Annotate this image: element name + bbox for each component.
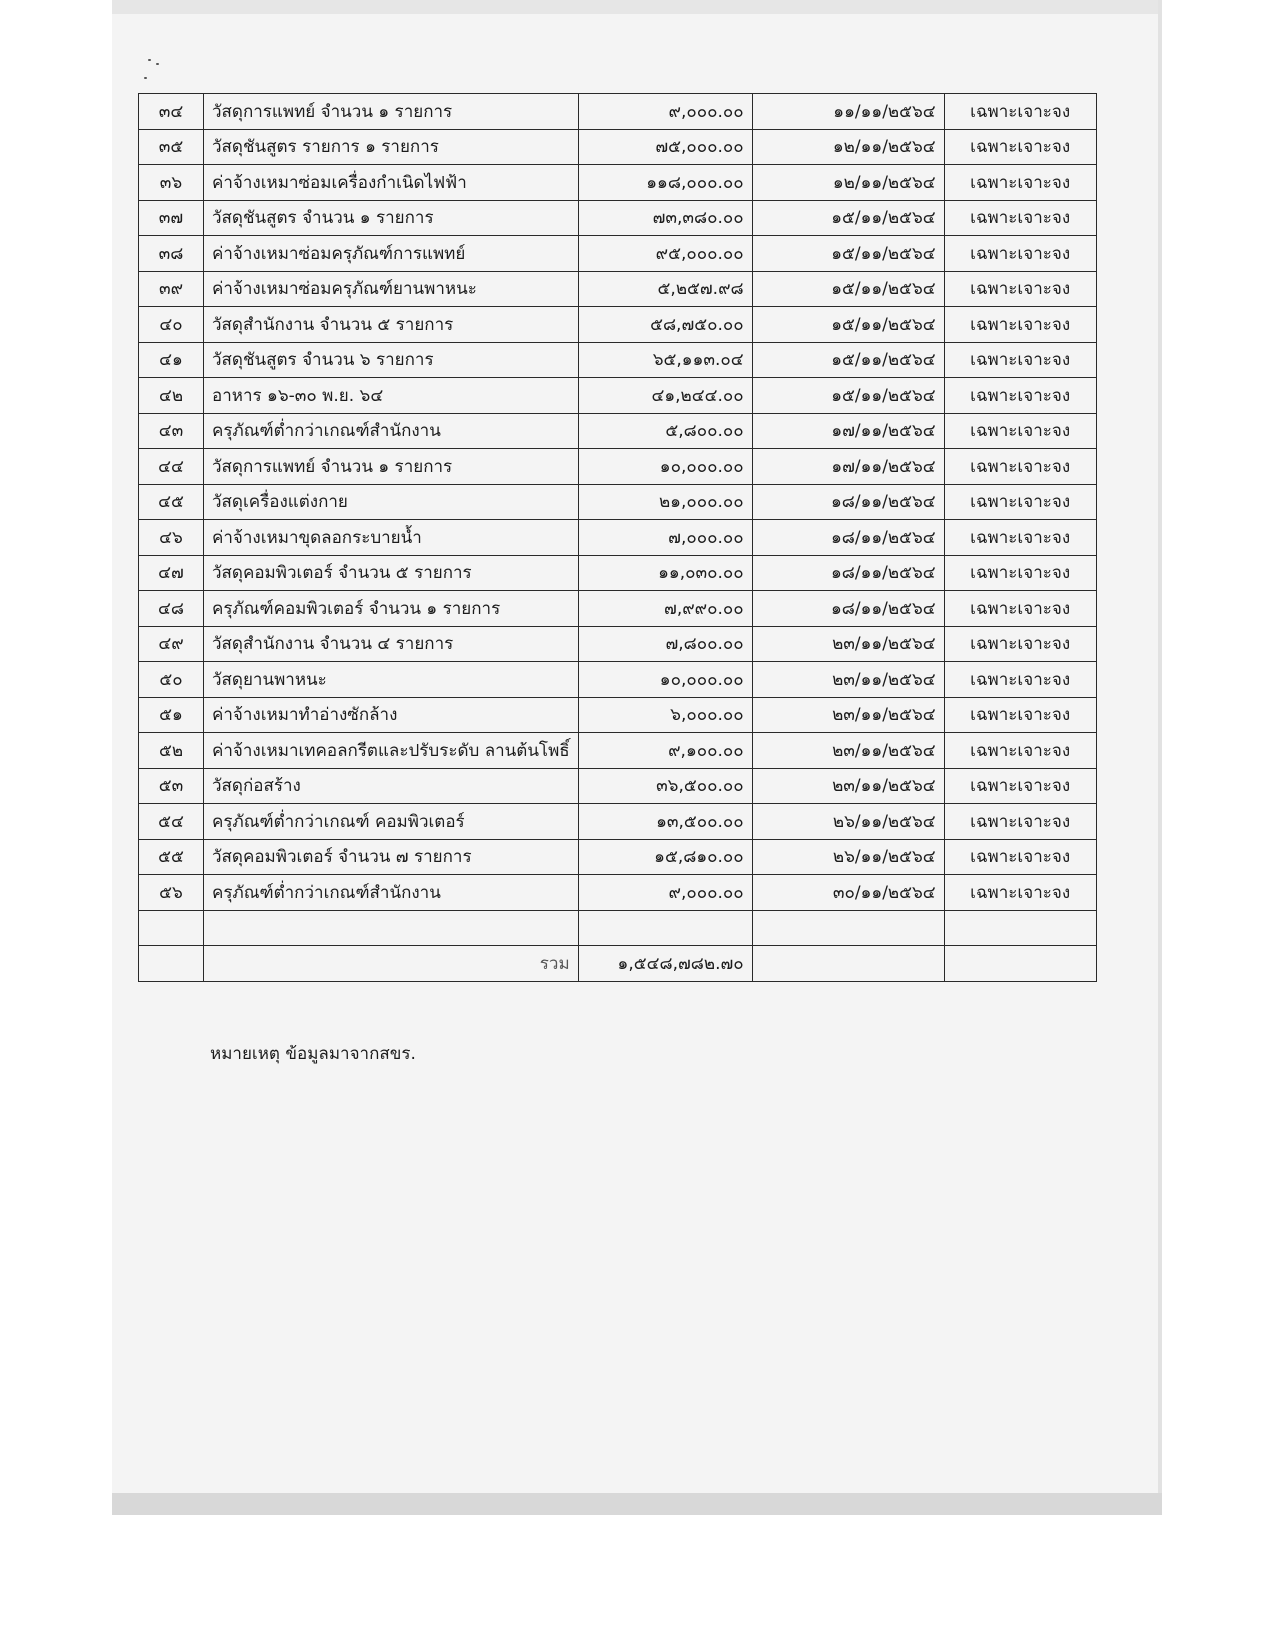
cell-amount: ๑๐,๐๐๐.๐๐ [578,662,752,698]
scan-top-edge [112,0,1162,14]
cell-item: วัสดุการแพทย์ จำนวน ๑ รายการ [204,449,579,485]
cell-amount: ๖,๐๐๐.๐๐ [578,697,752,733]
cell-amount: ๕๘,๗๕๐.๐๐ [578,307,752,343]
cell-item: ครุภัณฑ์ต่ำกว่าเกณฑ์ คอมพิวเตอร์ [204,804,579,840]
cell-amount: ๑๐,๐๐๐.๐๐ [578,449,752,485]
cell-date: ๑๕/๑๑/๒๕๖๔ [752,307,944,343]
table-row [139,413,1097,449]
cell-amount: ๕,๒๕๗.๙๘ [578,271,752,307]
cell-amount: ๑๕,๘๑๐.๐๐ [578,839,752,875]
table-row [139,165,1097,201]
cell-item: ค่าจ้างเหมาเทคอลกรีตและปรับระดับ ลานต้นโพธิ์ [204,733,579,769]
cell-method: เฉพาะเจาะจง [944,236,1096,272]
procurement-rows [139,94,1097,911]
table-row [139,129,1097,165]
cell-date: ๒๖/๑๑/๒๕๖๔ [752,804,944,840]
cell-date: ๑๕/๑๑/๒๕๖๔ [752,378,944,414]
scan-bottom-edge [112,1493,1162,1515]
cell-date: ๑๑/๑๑/๒๕๖๔ [752,94,944,130]
cell-number: ๔๗ [139,555,204,591]
cell-method: เฉพาะเจาะจง [944,591,1096,627]
table-row [139,697,1097,733]
cell-date: ๑๘/๑๑/๒๕๖๔ [752,555,944,591]
cell-method: เฉพาะเจาะจง [944,271,1096,307]
cell-item: ครุภัณฑ์คอมพิวเตอร์ จำนวน ๑ รายการ [204,591,579,627]
cell-date: ๒๓/๑๑/๒๕๖๔ [752,626,944,662]
cell-item: ค่าจ้างเหมาขุดลอกระบายน้ำ [204,520,579,556]
cell-amount: ๗๕,๐๐๐.๐๐ [578,129,752,165]
cell-number: ๔๔ [139,449,204,485]
cell-item: ค่าจ้างเหมาทำอ่างซักล้าง [204,697,579,733]
cell-item: ครุภัณฑ์ต่ำกว่าเกณฑ์สำนักงาน [204,875,579,911]
footnote: หมายเหตุ ข้อมูลมาจากสขร. [210,1044,416,1064]
cell-empty [204,910,579,946]
cell-number: ๕๐ [139,662,204,698]
table-row [139,839,1097,875]
cell-item: อาหาร ๑๖-๓๐ พ.ย. ๖๔ [204,378,579,414]
cell-number: ๓๗ [139,200,204,236]
cell-number: ๔๘ [139,591,204,627]
cell-date: ๑๘/๑๑/๒๕๖๔ [752,484,944,520]
cell-method: เฉพาะเจาะจง [944,697,1096,733]
cell-date: ๑๗/๑๑/๒๕๖๔ [752,449,944,485]
cell-method: เฉพาะเจาะจง [944,626,1096,662]
table-row [139,591,1097,627]
total-amount: ๑,๕๔๘,๗๘๒.๗๐ [578,946,752,982]
cell-number: ๔๓ [139,413,204,449]
empty-row [139,910,1097,946]
cell-number: ๕๖ [139,875,204,911]
cell-method: เฉพาะเจาะจง [944,129,1096,165]
cell-method: เฉพาะเจาะจง [944,804,1096,840]
cell-number: ๓๖ [139,165,204,201]
cell-number: ๕๑ [139,697,204,733]
scan-right-edge [1158,0,1162,1515]
cell-date: ๑๘/๑๑/๒๕๖๔ [752,591,944,627]
table-row [139,662,1097,698]
cell-method: เฉพาะเจาะจง [944,484,1096,520]
table-row [139,342,1097,378]
table-row [139,733,1097,769]
cell-number: ๔๙ [139,626,204,662]
cell-empty [944,946,1096,982]
cell-date: ๑๕/๑๑/๒๕๖๔ [752,200,944,236]
cell-method: เฉพาะเจาะจง [944,342,1096,378]
total-row [139,946,1097,982]
cell-item: วัสดุก่อสร้าง [204,768,579,804]
cell-item: ค่าจ้างเหมาซ่อมครุภัณฑ์การแพทย์ [204,236,579,272]
cell-date: ๑๗/๑๑/๒๕๖๔ [752,413,944,449]
table-row [139,555,1097,591]
cell-date: ๑๘/๑๑/๒๕๖๔ [752,520,944,556]
table-row [139,768,1097,804]
cell-amount: ๕,๘๐๐.๐๐ [578,413,752,449]
cell-date: ๒๓/๑๑/๒๕๖๔ [752,662,944,698]
cell-empty [752,910,944,946]
table-row [139,520,1097,556]
cell-method: เฉพาะเจาะจง [944,662,1096,698]
table-row [139,236,1097,272]
table-row [139,626,1097,662]
table-row [139,271,1097,307]
cell-empty [578,910,752,946]
cell-method: เฉพาะเจาะจง [944,307,1096,343]
cell-empty [752,946,944,982]
table-row [139,875,1097,911]
cell-date: ๒๓/๑๑/๒๕๖๔ [752,768,944,804]
table-row [139,484,1097,520]
cell-number: ๓๕ [139,129,204,165]
cell-item: วัสดุชันสูตร รายการ ๑ รายการ [204,129,579,165]
cell-number: ๓๔ [139,94,204,130]
cell-item: วัสดุยานพาหนะ [204,662,579,698]
cell-method: เฉพาะเจาะจง [944,555,1096,591]
cell-item: วัสดุการแพทย์ จำนวน ๑ รายการ [204,94,579,130]
table-row [139,804,1097,840]
cell-item: ค่าจ้างเหมาซ่อมเครื่องกำเนิดไฟฟ้า [204,165,579,201]
cell-amount: ๗,๘๐๐.๐๐ [578,626,752,662]
cell-number: ๕๔ [139,804,204,840]
cell-number: ๕๓ [139,768,204,804]
cell-number: ๔๒ [139,378,204,414]
scan-specks [142,55,182,95]
cell-amount: ๙๕,๐๐๐.๐๐ [578,236,752,272]
cell-item: วัสดุสำนักงาน จำนวน ๕ รายการ [204,307,579,343]
cell-number: ๓๘ [139,236,204,272]
cell-date: ๓๐/๑๑/๒๕๖๔ [752,875,944,911]
cell-number: ๕๒ [139,733,204,769]
cell-amount: ๙,๐๐๐.๐๐ [578,94,752,130]
cell-number: ๔๖ [139,520,204,556]
cell-number: ๕๕ [139,839,204,875]
cell-amount: ๔๑,๒๔๔.๐๐ [578,378,752,414]
cell-amount: ๑๑,๐๓๐.๐๐ [578,555,752,591]
cell-date: ๑๕/๑๑/๒๕๖๔ [752,342,944,378]
cell-method: เฉพาะเจาะจง [944,94,1096,130]
cell-method: เฉพาะเจาะจง [944,378,1096,414]
cell-date: ๑๒/๑๑/๒๕๖๔ [752,129,944,165]
cell-date: ๒๓/๑๑/๒๕๖๔ [752,697,944,733]
cell-empty [139,946,204,982]
cell-method: เฉพาะเจาะจง [944,520,1096,556]
table-footer [139,910,1097,981]
cell-number: ๔๐ [139,307,204,343]
cell-method: เฉพาะเจาะจง [944,839,1096,875]
cell-amount: ๓๖,๕๐๐.๐๐ [578,768,752,804]
cell-method: เฉพาะเจาะจง [944,768,1096,804]
cell-item: วัสดุเครื่องแต่งกาย [204,484,579,520]
cell-amount: ๑๓,๕๐๐.๐๐ [578,804,752,840]
cell-method: เฉพาะเจาะจง [944,200,1096,236]
cell-item: วัสดุคอมพิวเตอร์ จำนวน ๗ รายการ [204,839,579,875]
cell-amount: ๗,๙๙๐.๐๐ [578,591,752,627]
cell-empty [944,910,1096,946]
cell-amount: ๖๕,๑๑๓.๐๔ [578,342,752,378]
cell-method: เฉพาะเจาะจง [944,449,1096,485]
table-row [139,94,1097,130]
cell-date: ๒๖/๑๑/๒๕๖๔ [752,839,944,875]
cell-amount: ๗,๐๐๐.๐๐ [578,520,752,556]
cell-method: เฉพาะเจาะจง [944,165,1096,201]
total-label: รวม [204,946,579,982]
cell-date: ๒๓/๑๑/๒๕๖๔ [752,733,944,769]
cell-method: เฉพาะเจาะจง [944,875,1096,911]
cell-date: ๑๒/๑๑/๒๕๖๔ [752,165,944,201]
cell-amount: ๗๓,๓๘๐.๐๐ [578,200,752,236]
cell-empty [139,910,204,946]
cell-amount: ๙,๑๐๐.๐๐ [578,733,752,769]
cell-number: ๔๕ [139,484,204,520]
cell-item: ครุภัณฑ์ต่ำกว่าเกณฑ์สำนักงาน [204,413,579,449]
cell-item: ค่าจ้างเหมาซ่อมครุภัณฑ์ยานพาหนะ [204,271,579,307]
cell-amount: ๙,๐๐๐.๐๐ [578,875,752,911]
procurement-table [138,93,1097,982]
cell-date: ๑๕/๑๑/๒๕๖๔ [752,271,944,307]
cell-amount: ๒๑,๐๐๐.๐๐ [578,484,752,520]
cell-item: วัสดุคอมพิวเตอร์ จำนวน ๕ รายการ [204,555,579,591]
cell-amount: ๑๑๘,๐๐๐.๐๐ [578,165,752,201]
cell-item: วัสดุสำนักงาน จำนวน ๔ รายการ [204,626,579,662]
table-row [139,307,1097,343]
cell-item: วัสดุชันสูตร จำนวน ๑ รายการ [204,200,579,236]
table-row [139,200,1097,236]
cell-item: วัสดุชันสูตร จำนวน ๖ รายการ [204,342,579,378]
table-row [139,449,1097,485]
cell-number: ๓๙ [139,271,204,307]
cell-method: เฉพาะเจาะจง [944,733,1096,769]
cell-date: ๑๕/๑๑/๒๕๖๔ [752,236,944,272]
table-row [139,378,1097,414]
cell-method: เฉพาะเจาะจง [944,413,1096,449]
cell-number: ๔๑ [139,342,204,378]
